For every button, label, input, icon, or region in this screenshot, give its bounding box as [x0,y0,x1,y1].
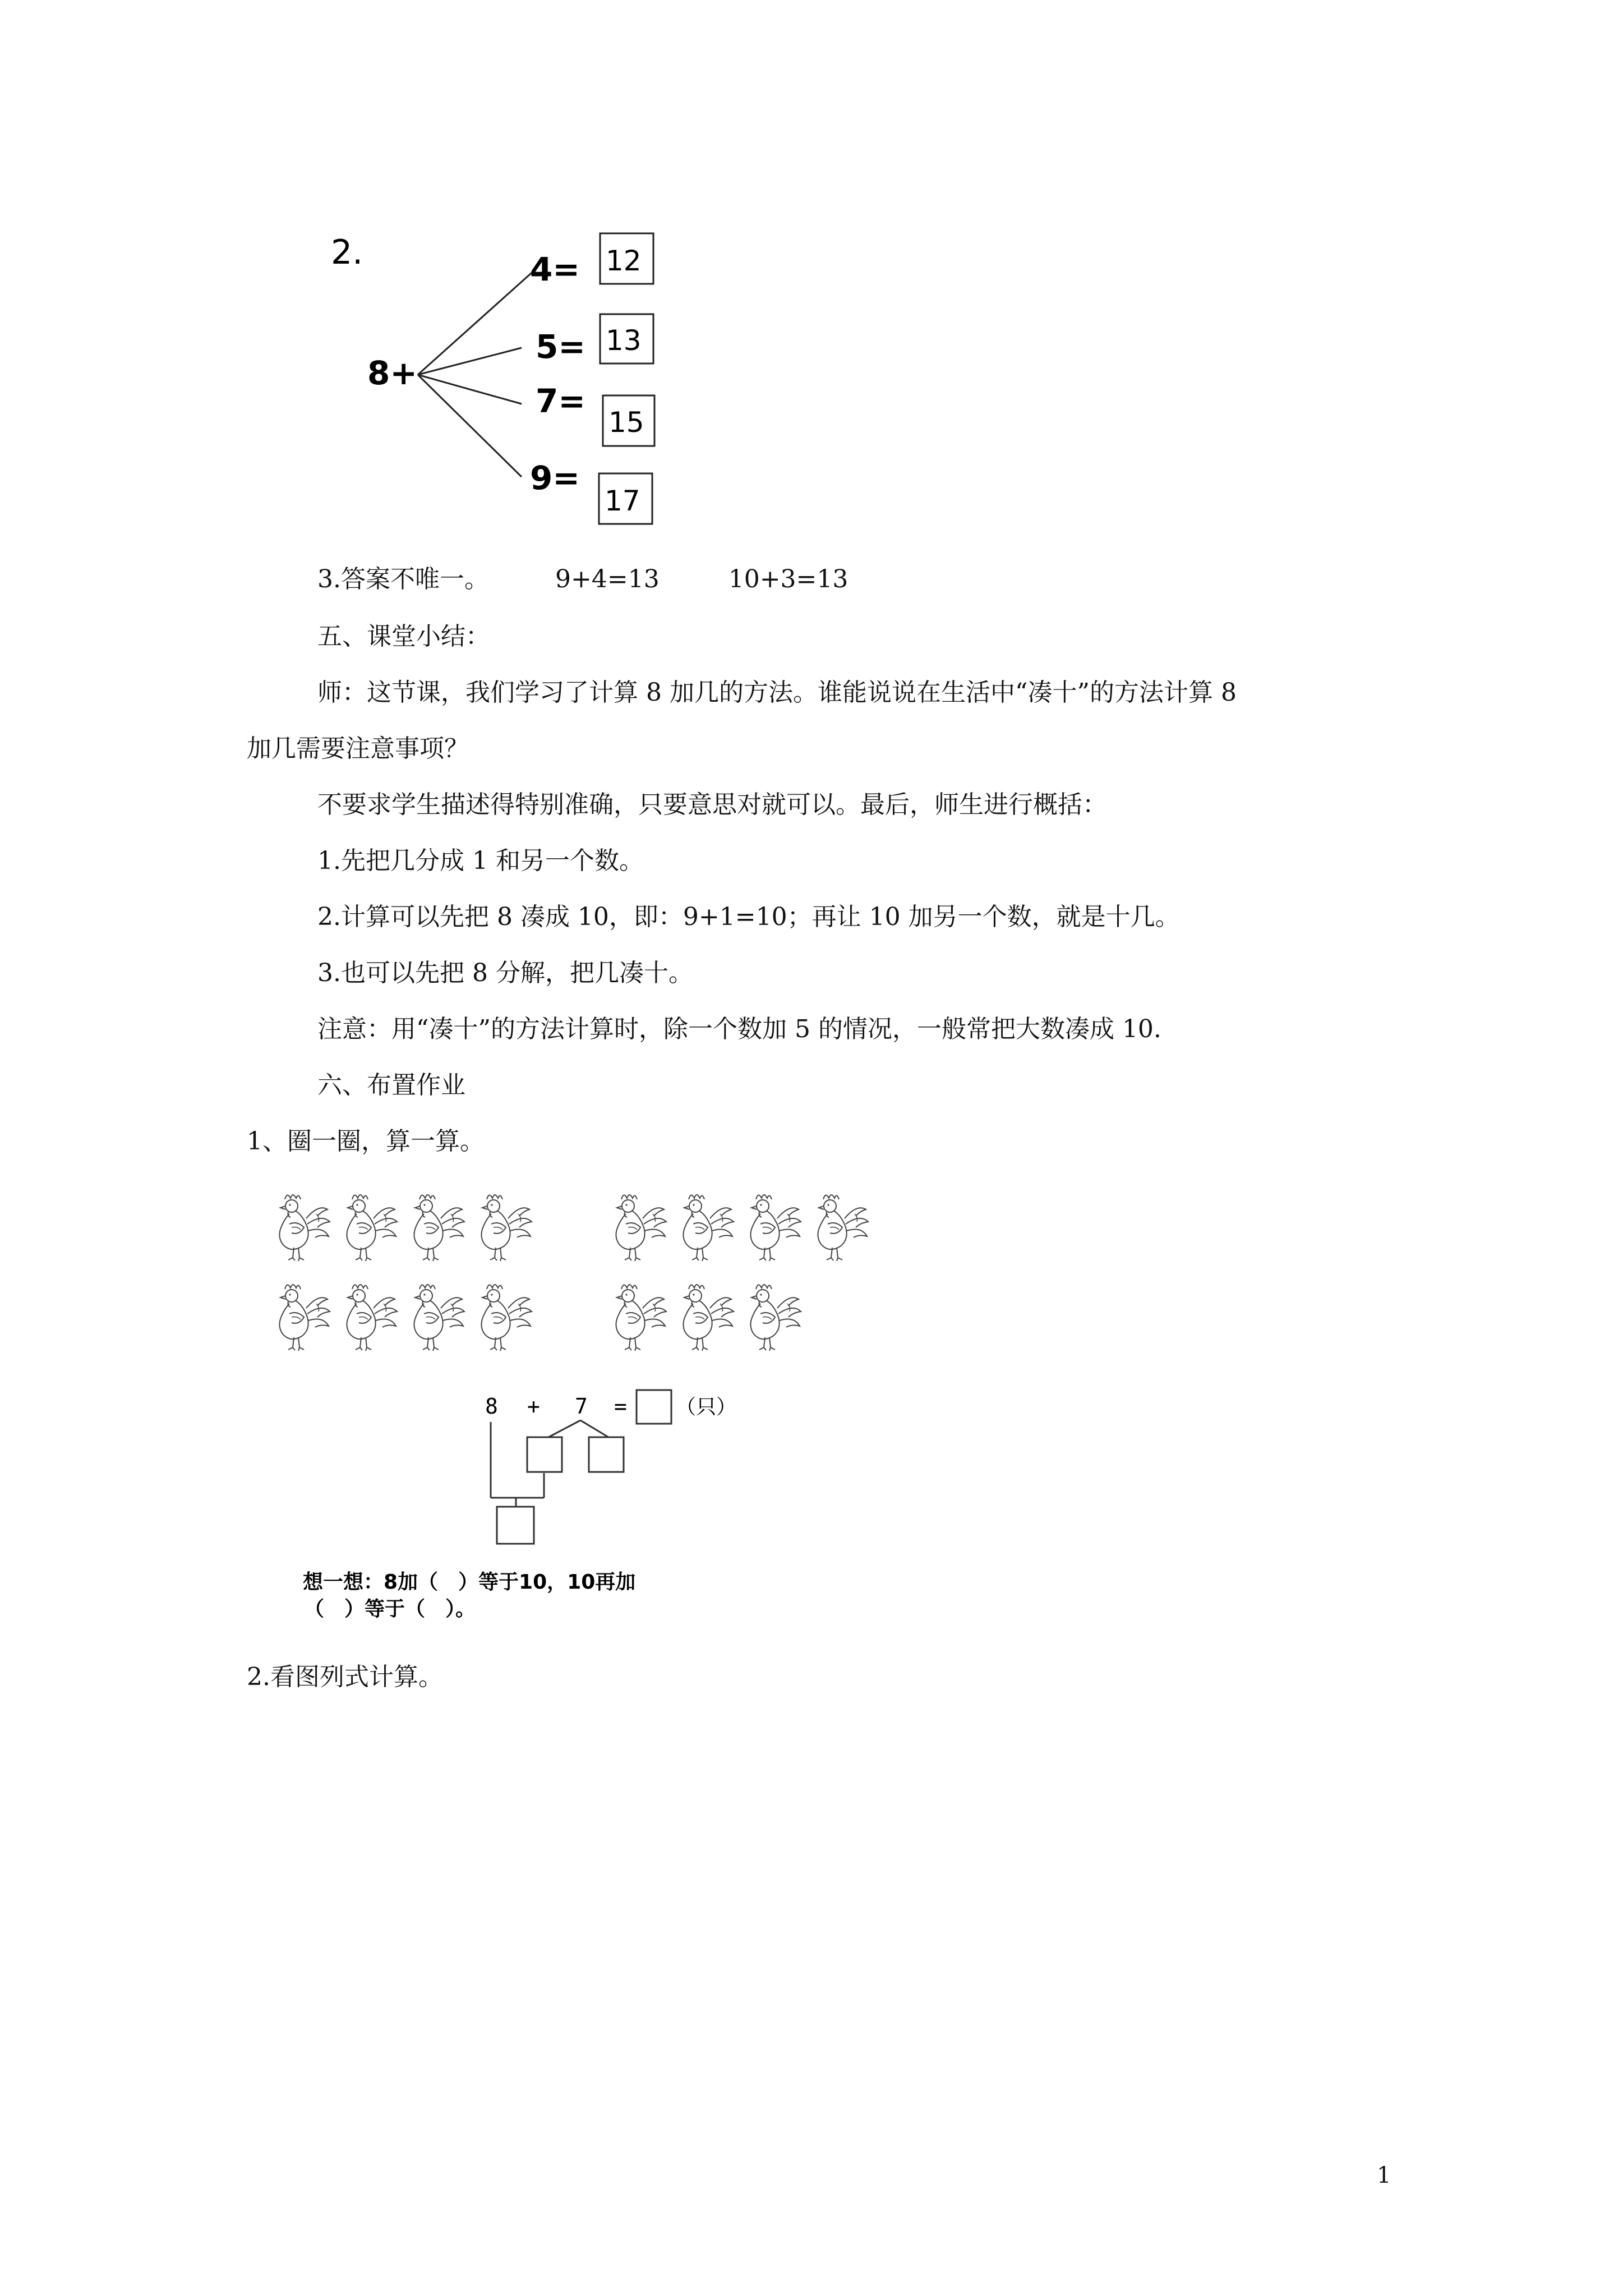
think-line-1: 想一想：8加（ ）等于10，10再加 [303,1571,636,1594]
split-line-left [548,1420,580,1437]
page-number: 1 [1377,2162,1391,2188]
note-line: 注意：用“凑十”的方法计算时，除一个数加 5 的情况，一般常把大数凑成 10. [317,1015,1161,1043]
teacher-line-2: 加几需要注意事项？ [247,734,469,763]
homework-heading: 六、布置作业 [317,1071,465,1099]
rooster-icon [347,1285,397,1351]
branch-expr-1: 4= [530,250,580,288]
answer3-text: 3.答案不唯一。 [317,565,489,593]
teacher-line-1: 师：这节课，我们学习了计算 8 加几的方法。谁能说说在生活中“凑十”的方法计算 8 [317,678,1237,707]
rooster-icon [616,1195,666,1261]
branch-answer-1: 12 [606,245,642,277]
rooster-icon [481,1195,532,1261]
branch-expr-4: 9= [530,459,580,497]
branch-expr-3: 7= [536,382,585,420]
rooster-icon [481,1285,532,1351]
branch-answer-3: 15 [608,406,644,439]
point-1: 1.先把几分成 1 和另一个数。 [317,846,644,875]
split-box-1 [527,1437,562,1472]
sum-ten-box [497,1507,534,1544]
split-box-2 [589,1437,624,1472]
rooster-illustration [264,1184,909,1374]
answer3-eq1: 9+4=13 [555,565,660,593]
think-line-2: （ ）等于（ ）。 [304,1598,476,1621]
branch-expr-2: 5= [536,328,585,366]
eq-plus: + [527,1394,540,1419]
rooster-icon [818,1195,868,1261]
answer3-eq2: 10+3=13 [728,565,849,593]
exercise-diagram [280,1369,785,1638]
not-require-line: 不要求学生描述得特别准确，只要意思对就可以。最后，师生进行概括： [317,790,1107,819]
rooster-group-right [616,1195,868,1351]
rooster-icon [683,1285,734,1351]
rooster-icon [414,1195,464,1261]
point-2: 2.计算可以先把 8 凑成 10，即：9+1=10；再让 10 加另一个数，就是十几。 [317,903,1180,931]
rooster-svg [264,1184,909,1374]
branch-base: 8+ [367,354,417,392]
answer3-line [317,563,848,596]
summary-heading: 五、课堂小结： [317,622,490,651]
rooster-icon [750,1285,801,1351]
rooster-icon [347,1195,397,1261]
branch-diagram-svg [314,213,673,539]
branch-diagram [314,213,673,539]
homework-item-2: 2.看图列式计算。 [247,1663,443,1691]
branch-answer-2: 13 [606,324,642,357]
eq-a: 8 [485,1394,498,1419]
split-line-right [580,1420,608,1437]
rooster-icon [279,1285,330,1351]
rooster-group-left [279,1195,532,1351]
eq-eq: = [614,1394,627,1419]
rooster-icon [414,1285,464,1351]
homework-item-1: 1、圈一圈，算一算。 [247,1127,485,1156]
point-3: 3.也可以先把 8 分解，把几凑十。 [317,959,693,987]
rooster-icon [683,1195,734,1261]
branch-label: 2. [331,233,363,272]
exercise-svg [280,1369,785,1638]
result-box [637,1390,671,1424]
eq-b: 7 [575,1394,588,1419]
unit-label: （只） [676,1396,737,1419]
rooster-icon [279,1195,330,1261]
rooster-icon [616,1285,666,1351]
rooster-icon [750,1195,801,1261]
branch-answer-4: 17 [605,485,640,517]
